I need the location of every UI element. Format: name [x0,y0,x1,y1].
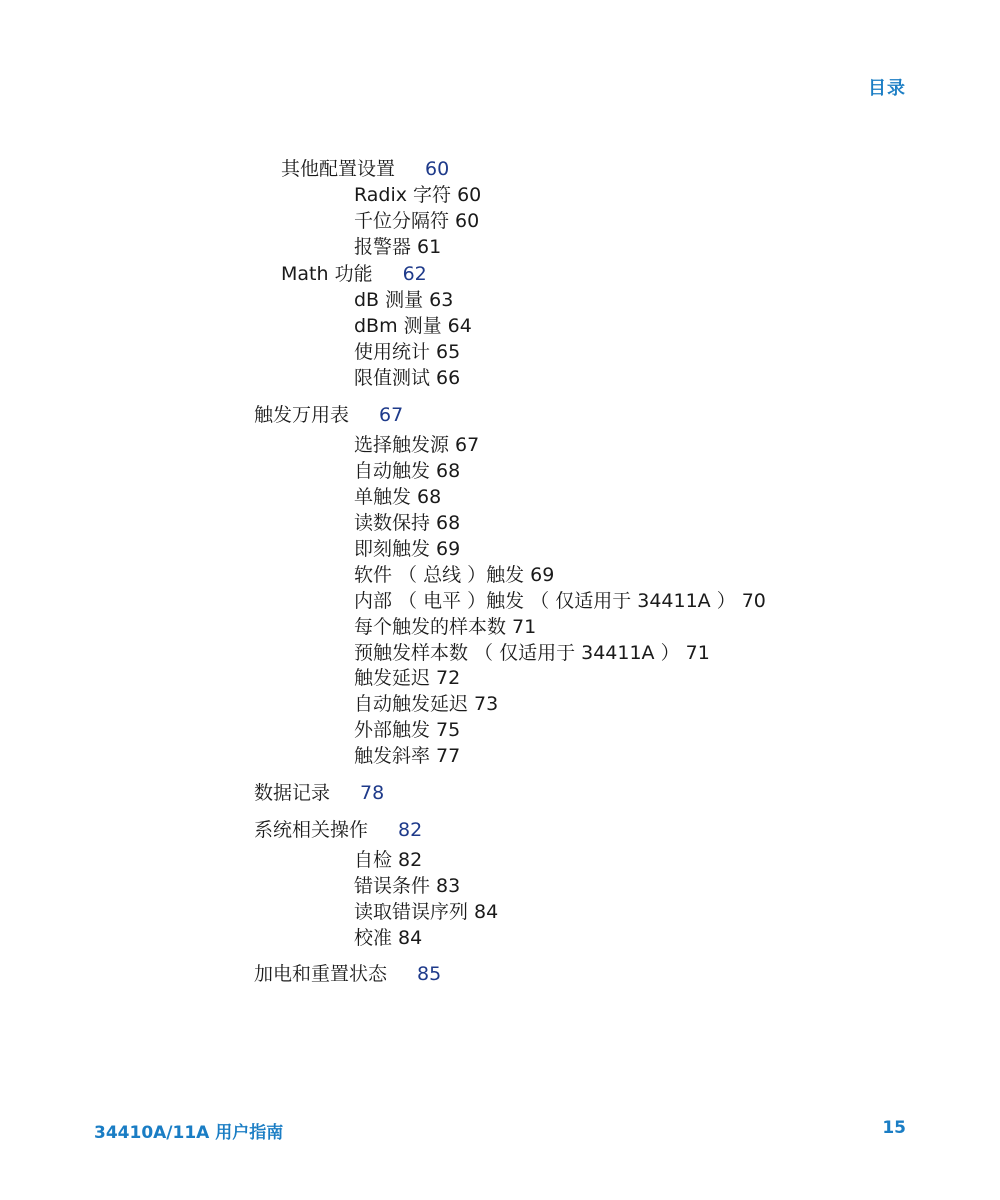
toc-entry[interactable] [354,433,479,457]
toc-entry-title: 触发延迟 [354,667,431,689]
toc-entry[interactable] [354,926,422,950]
toc-entry[interactable] [354,340,460,364]
toc-entry[interactable] [354,563,554,587]
toc-entry-page: 69 [530,564,555,586]
toc-entry-title: 外部触发 [354,719,431,741]
page-number: 15 [882,1118,906,1138]
toc-entry[interactable] [354,537,460,561]
toc-entry-page: 73 [474,693,499,715]
toc-entry-page: 60 [425,158,450,180]
toc-entry[interactable] [354,744,460,768]
toc-entry[interactable] [254,818,422,842]
toc-entry[interactable] [354,314,472,338]
toc-entry-page: 70 [741,590,766,612]
toc-entry[interactable] [354,366,460,390]
toc-entry[interactable] [354,485,441,509]
toc-entry-title: 单触发 [354,486,412,508]
toc-entry-page: 60 [457,184,482,206]
toc-entry[interactable] [281,157,449,181]
toc-entry-title: 自检 [354,849,393,871]
toc-entry-page: 62 [402,263,427,285]
toc-entry-title: 触发斜率 [354,745,431,767]
toc-entry[interactable] [354,589,766,613]
toc-entry[interactable] [354,459,460,483]
toc-entry[interactable] [354,874,460,898]
toc-entry-page: 84 [398,927,423,949]
toc-entry[interactable] [281,262,427,286]
toc-entry-title: 加电和重置状态 [254,963,388,985]
toc-entry-title: 软件 （ 总线 ）触发 [354,564,525,586]
toc-entry-title: 校准 [354,927,393,949]
toc-entry-title: 内部 （ 电平 ）触发 （ 仅适用于 34411A ） [354,590,736,612]
toc-entry-page: 67 [379,404,404,426]
toc-entry-page: 67 [455,434,480,456]
toc-entry-title: 触发万用表 [254,404,350,426]
toc-entry-page: 83 [436,875,461,897]
toc-entry-title: 错误条件 [354,875,431,897]
toc-entry-title: dBm 测量 [354,315,442,337]
toc-entry-title: Math 功能 [281,263,373,285]
toc-entry[interactable] [354,615,536,639]
toc-entry-page: 75 [436,719,461,741]
toc-entry-page: 82 [398,849,423,871]
toc-entry-page: 68 [436,512,461,534]
toc-entry-title: 每个触发的样本数 [354,616,507,638]
toc-entry-title: 限值测试 [354,367,431,389]
toc-entry-page: 72 [436,667,461,689]
toc-entry-title: 千位分隔符 [354,210,450,232]
toc-entry-page: 82 [398,819,423,841]
toc-entry[interactable] [354,666,460,690]
toc-entry-title: 报警器 [354,236,412,258]
toc-entry[interactable] [354,183,481,207]
toc-entry-page: 60 [455,210,480,232]
toc-entry-page: 71 [512,616,537,638]
toc-entry-page: 66 [436,367,461,389]
toc-entry-page: 69 [436,538,461,560]
toc-entry-title: 读数保持 [354,512,431,534]
toc-entry-page: 78 [360,782,385,804]
toc-entry-title: 选择触发源 [354,434,450,456]
toc-entry[interactable] [354,692,498,716]
toc-entry-page: 63 [429,289,454,311]
toc-entry[interactable] [354,235,441,259]
toc-entry-page: 68 [436,460,461,482]
toc-entry-page: 65 [436,341,461,363]
toc-entry[interactable] [354,209,479,233]
toc-entry-title: Radix 字符 [354,184,452,206]
toc-entry[interactable] [254,962,441,986]
toc-entry[interactable] [354,718,460,742]
toc-entry-title: 数据记录 [254,782,331,804]
toc-entry-page: 77 [436,745,461,767]
toc-entry-title: 使用统计 [354,341,431,363]
toc-entry[interactable] [254,403,403,427]
toc-entry-page: 64 [447,315,472,337]
toc-entry[interactable] [354,288,453,312]
toc-entry-page: 71 [685,642,710,664]
toc-entry[interactable] [354,511,460,535]
manual-title: 34410A/11A 用户指南 [94,1123,284,1143]
toc-entry-page: 84 [474,901,499,923]
toc-entry[interactable] [354,848,422,872]
toc-entry-title: 预触发样本数 （ 仅适用于 34411A ） [354,642,680,664]
toc-entry-title: dB 测量 [354,289,424,311]
toc-entry-page: 68 [417,486,442,508]
toc-entry-page: 85 [417,963,442,985]
toc-entry-title: 自动触发延迟 [354,693,469,715]
toc-entry[interactable] [354,900,498,924]
toc-entry-title: 即刻触发 [354,538,431,560]
toc-entry[interactable] [354,641,710,665]
toc-entry-title: 其他配置设置 [281,158,396,180]
toc-entry[interactable] [254,781,384,805]
toc-entry-page: 61 [417,236,442,258]
toc-entry-title: 系统相关操作 [254,819,369,841]
section-title: 目录 [868,78,906,99]
toc-entry-title: 自动触发 [354,460,431,482]
toc-entry-title: 读取错误序列 [354,901,469,923]
